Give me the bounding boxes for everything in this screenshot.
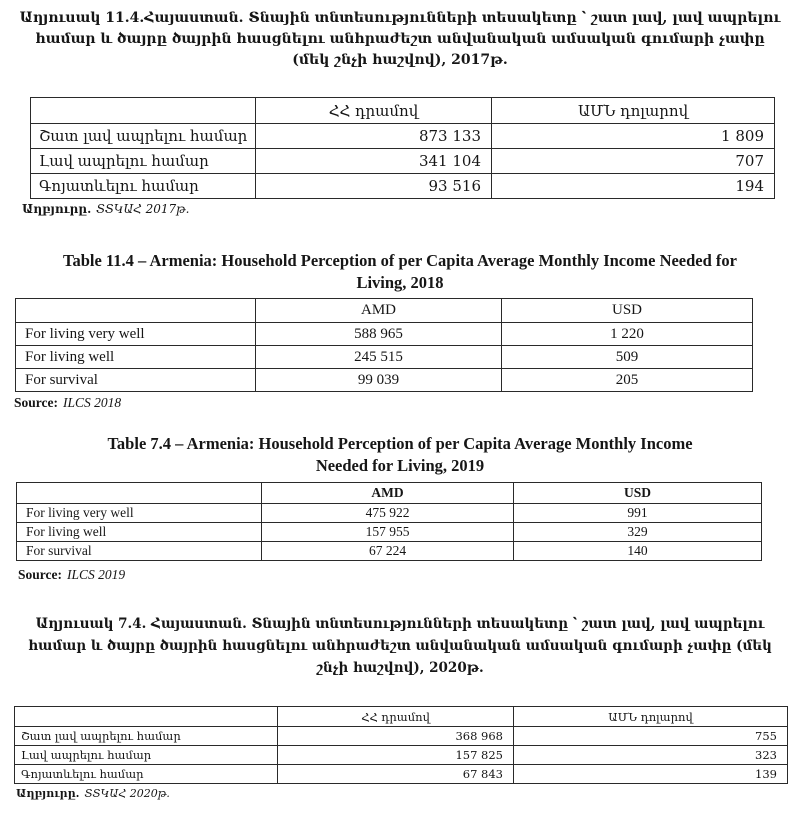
table-header-row <box>15 707 788 727</box>
row-label-cell: Շատ լավ ապրելու համար <box>31 124 256 149</box>
table-row <box>15 746 788 765</box>
amd-value-cell: 873 133 <box>256 124 492 149</box>
row-label-header-cell <box>15 707 278 727</box>
table-title-2018-en <box>0 250 800 294</box>
table-title-2017-hy <box>0 8 800 71</box>
row-label-cell: For living very well <box>16 323 256 346</box>
title-line: համար և ծայրը ծայրին հասցնելու անհրաժեշտ անվանական ամսական գումարի չափը (մեկ <box>28 638 772 654</box>
table-header-row <box>17 483 762 504</box>
section-armenia-2017 <box>0 8 800 216</box>
table-row <box>31 149 775 174</box>
usd-value-cell: 1 220 <box>502 323 753 346</box>
usd-value-cell: 329 <box>514 523 762 542</box>
row-label-cell: Գոյատևելու համար <box>31 174 256 199</box>
source-label: Աղբյուրը. <box>22 202 92 216</box>
table-row <box>17 523 762 542</box>
table-row <box>15 727 788 746</box>
row-label-cell: Շատ լավ ապրելու համար <box>15 727 278 746</box>
row-label-header-cell <box>17 483 262 504</box>
row-label-cell: For living well <box>17 523 262 542</box>
usd-value-cell: 139 <box>514 765 788 784</box>
table-row <box>16 369 753 392</box>
usd-header-cell: USD <box>514 483 762 504</box>
table-title-2019-en <box>0 433 800 477</box>
usd-header-cell: ԱՄՆ դոլարով <box>514 707 788 727</box>
amd-value-cell: 67 224 <box>262 542 514 561</box>
section-armenia-2018 <box>0 250 800 411</box>
usd-header-cell: ԱՄՆ դոլարով <box>492 98 775 124</box>
amd-header-cell: ՀՀ դրամով <box>278 707 514 727</box>
row-label-cell: Լավ ապրելու համար <box>31 149 256 174</box>
row-label-cell: For survival <box>16 369 256 392</box>
usd-value-cell: 1 809 <box>492 124 775 149</box>
table-row <box>16 323 753 346</box>
page <box>0 8 800 820</box>
title-line: Աղյուսակ 7.4. Հայաստան. Տնային տնտեսությունների տեսակետը ՝ շատ լավ, լավ ապրելու <box>35 616 765 632</box>
amd-value-cell: 368 968 <box>278 727 514 746</box>
usd-value-cell: 509 <box>502 346 753 369</box>
table-row <box>31 124 775 149</box>
usd-value-cell: 205 <box>502 369 753 392</box>
usd-value-cell: 755 <box>514 727 788 746</box>
amd-value-cell: 475 922 <box>262 504 514 523</box>
amd-value-cell: 588 965 <box>256 323 502 346</box>
table-row <box>15 765 788 784</box>
usd-value-cell: 323 <box>514 746 788 765</box>
source-value: ILCS 2019 <box>67 567 126 582</box>
amd-value-cell: 245 515 <box>256 346 502 369</box>
income-table-2017 <box>30 97 775 199</box>
table-header-row <box>16 299 753 323</box>
title-line: Needed for Living, 2019 <box>315 456 485 475</box>
source-note-2018 <box>14 395 800 411</box>
title-line: շնչի հաշվով), 2020թ. <box>316 660 484 676</box>
amd-value-cell: 157 825 <box>278 746 514 765</box>
amd-value-cell: 67 843 <box>278 765 514 784</box>
usd-value-cell: 140 <box>514 542 762 561</box>
amd-value-cell: 341 104 <box>256 149 492 174</box>
title-line: Table 11.4 – Armenia: Household Perception of per Capita Average Monthly Income Needed for <box>62 251 737 270</box>
row-label-header-cell <box>31 98 256 124</box>
income-table-2018 <box>15 298 753 392</box>
section-armenia-2020 <box>0 613 800 800</box>
title-line: Living, 2018 <box>356 273 444 292</box>
amd-value-cell: 99 039 <box>256 369 502 392</box>
amd-header-cell: AMD <box>256 299 502 323</box>
income-table-2020 <box>14 706 788 784</box>
title-line: համար և ծայրը ծայրին հասցնելու անհրաժեշտ անվանական ամսական գումարի չափը <box>35 31 765 47</box>
section-armenia-2019 <box>0 433 800 583</box>
table-header-row <box>31 98 775 124</box>
table-row <box>17 542 762 561</box>
source-note-2017 <box>22 202 800 216</box>
source-note-2019 <box>18 567 800 583</box>
row-label-cell: For survival <box>17 542 262 561</box>
source-value: ILCS 2018 <box>63 395 122 410</box>
table-row <box>31 174 775 199</box>
usd-value-cell: 707 <box>492 149 775 174</box>
row-label-cell: Գոյատևելու համար <box>15 765 278 784</box>
amd-header-cell: ՀՀ դրամով <box>256 98 492 124</box>
usd-value-cell: 194 <box>492 174 775 199</box>
row-label-cell: Լավ ապրելու համար <box>15 746 278 765</box>
row-label-cell: For living well <box>16 346 256 369</box>
usd-value-cell: 991 <box>514 504 762 523</box>
row-label-header-cell <box>16 299 256 323</box>
source-label: Source: <box>18 567 62 582</box>
usd-header-cell: USD <box>502 299 753 323</box>
amd-value-cell: 157 955 <box>262 523 514 542</box>
table-row <box>16 346 753 369</box>
source-note-2020 <box>16 787 800 800</box>
source-value: ՏՏԿԱՀ 2020թ. <box>84 787 170 800</box>
title-line: Աղյուսակ 11.4.Հայաստան. Տնային տնտեսությունների տեսակետը ՝ շատ լավ, լավ ապրելու <box>19 10 781 26</box>
source-value: ՏՏԿԱՀ 2017թ. <box>96 202 190 216</box>
title-line: Table 7.4 – Armenia: Household Perception of per Capita Average Monthly Income <box>107 434 693 453</box>
row-label-cell: For living very well <box>17 504 262 523</box>
title-line: (մեկ շնչի հաշվով), 2017թ. <box>292 52 508 68</box>
table-title-2020-hy <box>0 613 800 679</box>
source-label: Աղբյուրը. <box>16 787 80 800</box>
source-label: Source: <box>14 395 58 410</box>
amd-value-cell: 93 516 <box>256 174 492 199</box>
table-row <box>17 504 762 523</box>
income-table-2019 <box>16 482 762 561</box>
amd-header-cell: AMD <box>262 483 514 504</box>
